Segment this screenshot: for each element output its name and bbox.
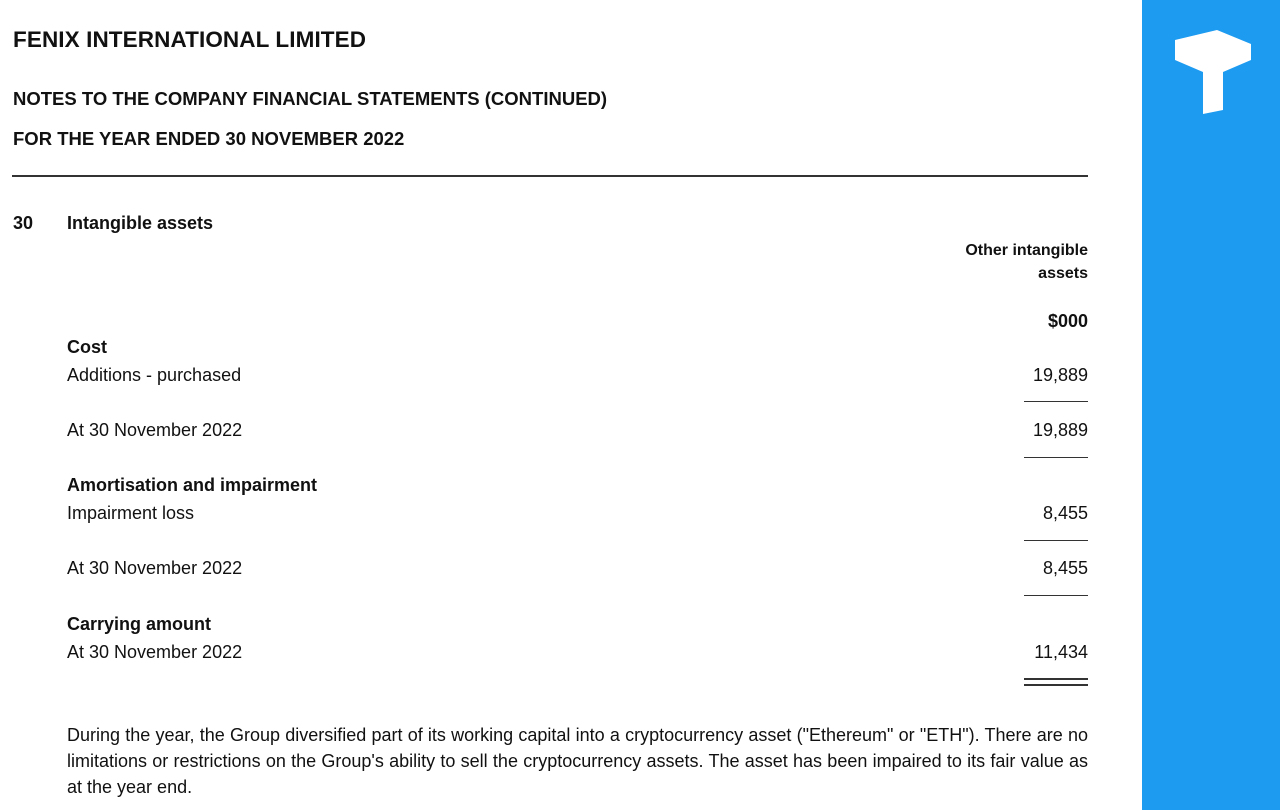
subtotal-rule (1024, 540, 1088, 541)
cost-additions-value: 19,889 (1032, 365, 1088, 385)
cost-heading: Cost (67, 337, 107, 357)
period-title: FOR THE YEAR ENDED 30 NOVEMBER 2022 (13, 128, 405, 149)
company-name: FENIX INTERNATIONAL LIMITED (13, 27, 367, 52)
total-rule (1024, 457, 1088, 458)
column-unit: $000 (1047, 311, 1088, 331)
double-total-rule (1024, 678, 1088, 686)
carrying-closing-label: At 30 November 2022 (67, 642, 243, 662)
amortisation-heading: Amortisation and impairment (67, 475, 318, 495)
note-number: 30 (13, 213, 34, 233)
header-divider (12, 175, 1088, 177)
notes-title: NOTES TO THE COMPANY FINANCIAL STATEMENTS (CONTINUED) (13, 88, 608, 109)
cost-closing-value: 19,889 (1032, 420, 1088, 440)
amortisation-closing-value: 8,455 (1042, 558, 1088, 578)
carrying-heading: Carrying amount (67, 614, 212, 634)
impairment-loss-value: 8,455 (1042, 503, 1088, 523)
amortisation-closing-label: At 30 November 2022 (67, 558, 243, 578)
total-rule (1024, 595, 1088, 596)
t-logo-icon (1173, 26, 1253, 118)
cost-closing-label: At 30 November 2022 (67, 420, 243, 440)
note-title: Intangible assets (67, 213, 214, 233)
cost-additions-label: Additions - purchased (67, 365, 242, 385)
carrying-closing-value: 11,434 (1034, 642, 1088, 662)
brand-panel (1142, 0, 1280, 810)
subtotal-rule (1024, 401, 1088, 402)
column-heading-line1: Other intangible (965, 242, 1088, 259)
impairment-loss-label: Impairment loss (67, 503, 195, 523)
column-heading-line2: assets (1038, 265, 1088, 282)
narrative-paragraph: During the year, the Group diversified part of its working capital into a cryptocurrency asset ("Ethereum" or "ETH"). There are no limitations or restrictions on the Group's ability to sell the cryptocurrency assets. The asset has been impaired to its fair value as at the year end. (67, 725, 1088, 797)
